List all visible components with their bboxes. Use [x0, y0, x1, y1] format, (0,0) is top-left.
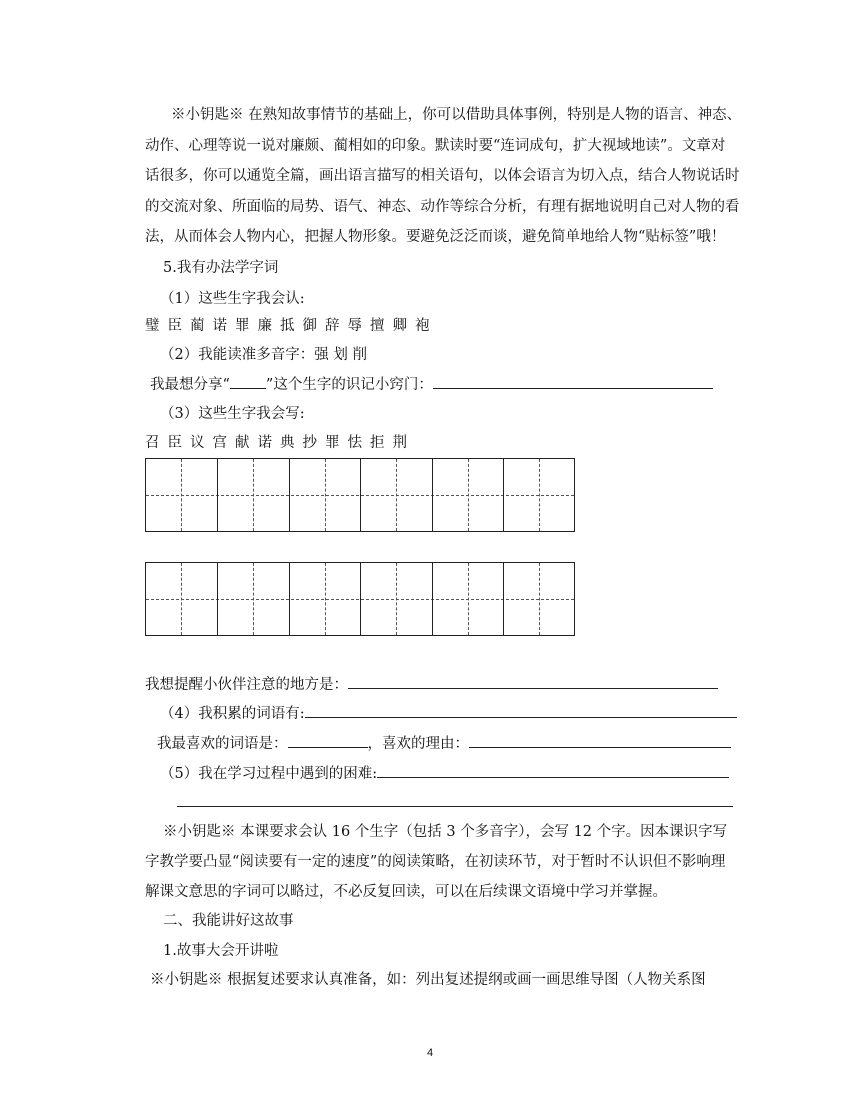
- char: 蔺: [190, 318, 205, 334]
- tip2-line: 字教学要凸显“阅读要有一定的速度”的阅读策略，在初读环节，对于暂时不认识但不影响理: [145, 854, 726, 870]
- char: 袍: [415, 318, 430, 334]
- tip2-line: ※小钥匙※ 本课要求会认 16 个生字（包括 3 个多音字），会写 12 个字。因本课识字写: [163, 824, 728, 840]
- grid-guide-line: [539, 459, 540, 531]
- difficulty-blank[interactable]: [377, 763, 729, 778]
- share-tip-line: [150, 374, 713, 395]
- tip1-line: 动作、心理等说一说对廉颇、蔺相如的印象。默读时要“连词成句，扩大视域地读”。文章对: [145, 138, 726, 154]
- grid-cell-border: [503, 563, 504, 635]
- grid-guide-line: [253, 459, 254, 531]
- q1-char-list: [145, 316, 438, 336]
- share-mid: ”这个生字的识记小窍门：: [265, 377, 433, 393]
- q5-label: （5）我在学习过程中遇到的困难:: [160, 766, 378, 782]
- char: 卿: [392, 318, 407, 334]
- char: 抵: [280, 318, 295, 334]
- char: 璧: [145, 318, 160, 334]
- grid-cell-border: [432, 459, 433, 531]
- grid-cell-border: [289, 563, 290, 635]
- writing-grid[interactable]: [145, 562, 575, 636]
- char: 诺: [257, 435, 272, 451]
- char: 献: [235, 435, 250, 451]
- char: 怯: [347, 435, 362, 451]
- grid-cell-border: [360, 563, 361, 635]
- char: 廉: [257, 318, 272, 334]
- q3-char-list: [145, 433, 415, 453]
- grid-cell-border: [217, 459, 218, 531]
- q4-line: [160, 703, 737, 724]
- tip1-line: 法，从而体会人物内心，把握人物形象。要避免泛泛而谈，避免简单地给人物“贴标签”哦！: [145, 229, 726, 245]
- share-char-blank[interactable]: [230, 374, 266, 389]
- char: 抄: [302, 435, 317, 451]
- grid-cell-border: [432, 563, 433, 635]
- grid-guide-line: [539, 563, 540, 635]
- char: 宫: [212, 435, 227, 451]
- reason-label: ，喜欢的理由：: [367, 736, 469, 752]
- char: 臣: [167, 435, 182, 451]
- char: 典: [280, 435, 295, 451]
- favorite-label: 我最喜欢的词语是：: [157, 736, 288, 752]
- grid-guide-line: [396, 459, 397, 531]
- grid-cell-border: [360, 459, 361, 531]
- char: 擅: [370, 318, 385, 334]
- char: 罪: [325, 435, 340, 451]
- tip1-line: 的交流对象、所面临的局势、语气、神态、动作等综合分析，有理有据地说明自己对人物的看: [145, 199, 740, 215]
- q1-label: （1）这些生字我会认:: [160, 291, 305, 307]
- char: 拒: [370, 435, 385, 451]
- q2-label: （2）我能读准多音字：强 划 削: [160, 347, 367, 363]
- char: 御: [302, 318, 317, 334]
- favorite-line: [157, 733, 731, 754]
- grid-cell-border: [217, 563, 218, 635]
- tip1-line: ※小钥匙※ 在熟知故事情节的基础上，你可以借助具体事例，特别是人物的语言、神态、: [171, 107, 742, 123]
- difficulty-blank-2[interactable]: [177, 792, 733, 807]
- tip2-line: 解课文意思的字词可以略过，不必反复回读，可以在后续课文语境中学习并掌握。: [145, 884, 667, 900]
- favorite-word-blank[interactable]: [288, 733, 368, 748]
- char: 臣: [167, 318, 182, 334]
- share-prefix: 我最想分享“: [150, 377, 230, 393]
- char: 诺: [212, 318, 227, 334]
- q5-line: [160, 763, 729, 784]
- char: 召: [145, 435, 160, 451]
- section-title: 5.我有办法学字词: [163, 260, 279, 276]
- tip3-line: ※小钥匙※ 根据复述要求认真准备，如：列出复述提纲或画一画思维导图（人物关系图: [150, 972, 706, 988]
- grid-cell-border: [503, 459, 504, 531]
- grid-guide-line: [325, 563, 326, 635]
- grid-guide-line: [325, 459, 326, 531]
- grid-guide-line: [181, 459, 182, 531]
- page-number: 4: [426, 1047, 434, 1059]
- remind-label: 我想提醒小伙伴注意的地方是：: [145, 677, 348, 693]
- grid-guide-line: [181, 563, 182, 635]
- part2-title: 二、我能讲好这故事: [163, 913, 294, 929]
- char: 荆: [392, 435, 407, 451]
- share-tip-blank[interactable]: [433, 374, 713, 389]
- writing-grid[interactable]: [145, 458, 575, 532]
- grid-guide-line: [468, 563, 469, 635]
- words-blank[interactable]: [305, 703, 737, 718]
- grid-guide-line: [468, 459, 469, 531]
- char: 辞: [325, 318, 340, 334]
- q4-label: （4）我积累的词语有:: [160, 706, 305, 722]
- q3-label: （3）这些生字我会写:: [160, 406, 305, 422]
- grid-guide-line: [396, 563, 397, 635]
- char: 议: [190, 435, 205, 451]
- char: 辱: [347, 318, 362, 334]
- grid-guide-line: [253, 563, 254, 635]
- tip1-line: 话很多，你可以通览全篇，画出语言描写的相关语句，以体会语言为切入点，结合人物说话时: [145, 168, 740, 184]
- char: 罪: [235, 318, 250, 334]
- remind-blank[interactable]: [348, 674, 718, 689]
- reason-blank[interactable]: [469, 733, 731, 748]
- remind-line: [145, 674, 718, 695]
- grid-cell-border: [289, 459, 290, 531]
- sub1-title: 1.故事大会开讲啦: [163, 943, 279, 959]
